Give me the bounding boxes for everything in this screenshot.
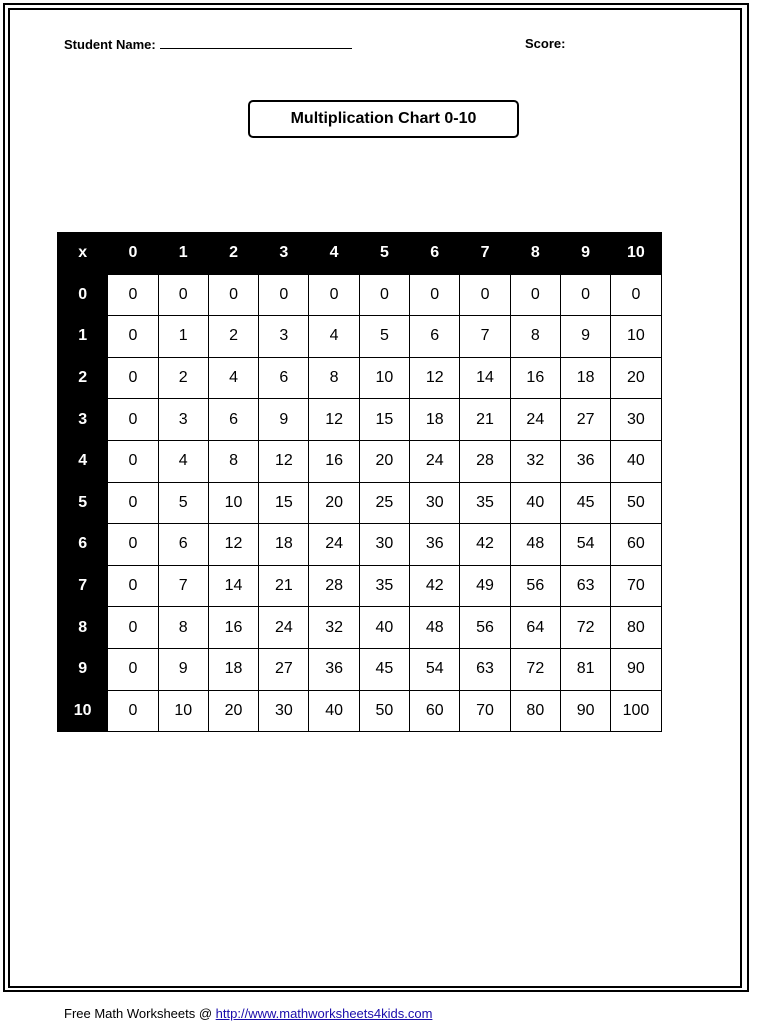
table-cell: 0 <box>560 274 610 316</box>
table-row <box>58 399 662 441</box>
table-cell: 25 <box>359 482 409 524</box>
table-cell: 0 <box>410 274 460 316</box>
table-cell: 4 <box>158 440 208 482</box>
table-cell: 45 <box>359 648 409 690</box>
column-header: 5 <box>359 233 409 275</box>
table-cell: 28 <box>460 440 510 482</box>
table-cell: 54 <box>410 648 460 690</box>
table-cell: 20 <box>359 440 409 482</box>
table-cell: 15 <box>359 399 409 441</box>
table-cell: 10 <box>208 482 258 524</box>
table-cell: 5 <box>359 316 409 358</box>
score-label: Score: <box>525 36 566 51</box>
page-title: Multiplication Chart 0-10 <box>248 100 519 138</box>
table-header-row <box>58 233 662 275</box>
column-header: 7 <box>460 233 510 275</box>
table-cell: 2 <box>158 357 208 399</box>
table-cell: 0 <box>611 274 661 316</box>
table-cell: 12 <box>309 399 359 441</box>
table-row <box>58 357 662 399</box>
table-cell: 24 <box>259 607 309 649</box>
table-cell: 48 <box>510 524 560 566</box>
table-cell: 0 <box>309 274 359 316</box>
table-cell: 90 <box>611 648 661 690</box>
footer <box>64 1006 432 1021</box>
row-header: 0 <box>58 274 108 316</box>
table-cell: 72 <box>510 648 560 690</box>
table-cell: 1 <box>158 316 208 358</box>
table-cell: 54 <box>560 524 610 566</box>
table-cell: 0 <box>108 440 158 482</box>
table-cell: 16 <box>309 440 359 482</box>
column-header: 0 <box>108 233 158 275</box>
table-cell: 18 <box>259 524 309 566</box>
row-header: 1 <box>58 316 108 358</box>
table-body <box>58 274 662 732</box>
row-header: 7 <box>58 565 108 607</box>
table-cell: 24 <box>309 524 359 566</box>
table-cell: 0 <box>359 274 409 316</box>
table-cell: 7 <box>158 565 208 607</box>
table-cell: 36 <box>309 648 359 690</box>
table-cell: 3 <box>259 316 309 358</box>
table-cell: 16 <box>208 607 258 649</box>
table-cell: 40 <box>611 440 661 482</box>
table-cell: 3 <box>158 399 208 441</box>
table-cell: 30 <box>259 690 309 732</box>
table-cell: 12 <box>410 357 460 399</box>
table-cell: 32 <box>510 440 560 482</box>
table-cell: 30 <box>359 524 409 566</box>
row-header: 2 <box>58 357 108 399</box>
table-cell: 27 <box>560 399 610 441</box>
table-cell: 90 <box>560 690 610 732</box>
table-cell: 0 <box>108 607 158 649</box>
table-cell: 4 <box>309 316 359 358</box>
column-header: 1 <box>158 233 208 275</box>
table-cell: 8 <box>309 357 359 399</box>
table-cell: 81 <box>560 648 610 690</box>
column-header: 9 <box>560 233 610 275</box>
table-cell: 60 <box>410 690 460 732</box>
column-header: 2 <box>208 233 258 275</box>
table-cell: 12 <box>208 524 258 566</box>
table-cell: 0 <box>108 690 158 732</box>
table-cell: 0 <box>108 565 158 607</box>
table-cell: 100 <box>611 690 661 732</box>
table-cell: 40 <box>510 482 560 524</box>
column-header: 6 <box>410 233 460 275</box>
table-cell: 8 <box>158 607 208 649</box>
table-cell: 5 <box>158 482 208 524</box>
row-header: 3 <box>58 399 108 441</box>
table-cell: 35 <box>359 565 409 607</box>
row-header: 8 <box>58 607 108 649</box>
table-cell: 8 <box>510 316 560 358</box>
table-cell: 80 <box>510 690 560 732</box>
table-cell: 0 <box>108 316 158 358</box>
table-row <box>58 482 662 524</box>
table-cell: 36 <box>410 524 460 566</box>
table-cell: 48 <box>410 607 460 649</box>
table-cell: 20 <box>309 482 359 524</box>
table-cell: 6 <box>208 399 258 441</box>
table-cell: 21 <box>460 399 510 441</box>
table-cell: 14 <box>208 565 258 607</box>
table-cell: 50 <box>359 690 409 732</box>
column-header: 8 <box>510 233 560 275</box>
table-cell: 72 <box>560 607 610 649</box>
table-cell: 45 <box>560 482 610 524</box>
column-header: 4 <box>309 233 359 275</box>
row-header: 6 <box>58 524 108 566</box>
student-name-blank <box>160 36 352 49</box>
column-header: 3 <box>259 233 309 275</box>
row-header: 10 <box>58 690 108 732</box>
table-cell: 0 <box>259 274 309 316</box>
table-cell: 63 <box>460 648 510 690</box>
table-cell: 0 <box>108 648 158 690</box>
table-cell: 80 <box>611 607 661 649</box>
table-row <box>58 648 662 690</box>
table-cell: 30 <box>410 482 460 524</box>
table-cell: 60 <box>611 524 661 566</box>
table-cell: 9 <box>560 316 610 358</box>
table-cell: 0 <box>208 274 258 316</box>
table-cell: 70 <box>611 565 661 607</box>
table-row <box>58 565 662 607</box>
student-name-line <box>64 36 352 52</box>
table-cell: 2 <box>208 316 258 358</box>
table-cell: 18 <box>208 648 258 690</box>
table-row <box>58 524 662 566</box>
column-header: 10 <box>611 233 661 275</box>
table-row <box>58 607 662 649</box>
table-cell: 49 <box>460 565 510 607</box>
row-header: 5 <box>58 482 108 524</box>
table-cell: 0 <box>108 274 158 316</box>
table-cell: 15 <box>259 482 309 524</box>
table-cell: 0 <box>108 399 158 441</box>
table-cell: 63 <box>560 565 610 607</box>
table-cell: 24 <box>410 440 460 482</box>
table-cell: 64 <box>510 607 560 649</box>
table-cell: 0 <box>108 357 158 399</box>
table-cell: 0 <box>158 274 208 316</box>
table-cell: 70 <box>460 690 510 732</box>
table-cell: 9 <box>158 648 208 690</box>
corner-cell: x <box>58 233 108 275</box>
table-cell: 18 <box>560 357 610 399</box>
table-cell: 30 <box>611 399 661 441</box>
row-header: 4 <box>58 440 108 482</box>
table-cell: 18 <box>410 399 460 441</box>
table-cell: 8 <box>208 440 258 482</box>
table-cell: 40 <box>359 607 409 649</box>
row-header: 9 <box>58 648 108 690</box>
table-cell: 50 <box>611 482 661 524</box>
table-cell: 14 <box>460 357 510 399</box>
table-cell: 56 <box>460 607 510 649</box>
table-cell: 35 <box>460 482 510 524</box>
table-cell: 6 <box>410 316 460 358</box>
table-cell: 0 <box>108 524 158 566</box>
table-cell: 21 <box>259 565 309 607</box>
table-cell: 16 <box>510 357 560 399</box>
table-cell: 4 <box>208 357 258 399</box>
table-row <box>58 274 662 316</box>
table-cell: 10 <box>359 357 409 399</box>
table-cell: 6 <box>259 357 309 399</box>
table-row <box>58 440 662 482</box>
table-cell: 27 <box>259 648 309 690</box>
table-cell: 20 <box>611 357 661 399</box>
table-cell: 42 <box>410 565 460 607</box>
table-cell: 0 <box>108 482 158 524</box>
table-cell: 0 <box>510 274 560 316</box>
table-cell: 0 <box>460 274 510 316</box>
table-cell: 36 <box>560 440 610 482</box>
footer-link[interactable]: http://www.mathworksheets4kids.com <box>215 1006 433 1021</box>
multiplication-table <box>57 232 662 732</box>
student-name-label: Student Name: <box>64 37 156 52</box>
table-cell: 9 <box>259 399 309 441</box>
table-cell: 24 <box>510 399 560 441</box>
table-row <box>58 690 662 732</box>
table-cell: 10 <box>611 316 661 358</box>
table-cell: 20 <box>208 690 258 732</box>
table-cell: 7 <box>460 316 510 358</box>
table-cell: 42 <box>460 524 510 566</box>
table-cell: 56 <box>510 565 560 607</box>
table-cell: 6 <box>158 524 208 566</box>
table-cell: 28 <box>309 565 359 607</box>
table-row <box>58 316 662 358</box>
table-cell: 40 <box>309 690 359 732</box>
table-cell: 32 <box>309 607 359 649</box>
table-cell: 12 <box>259 440 309 482</box>
footer-text: Free Math Worksheets @ <box>64 1006 216 1021</box>
table-cell: 10 <box>158 690 208 732</box>
